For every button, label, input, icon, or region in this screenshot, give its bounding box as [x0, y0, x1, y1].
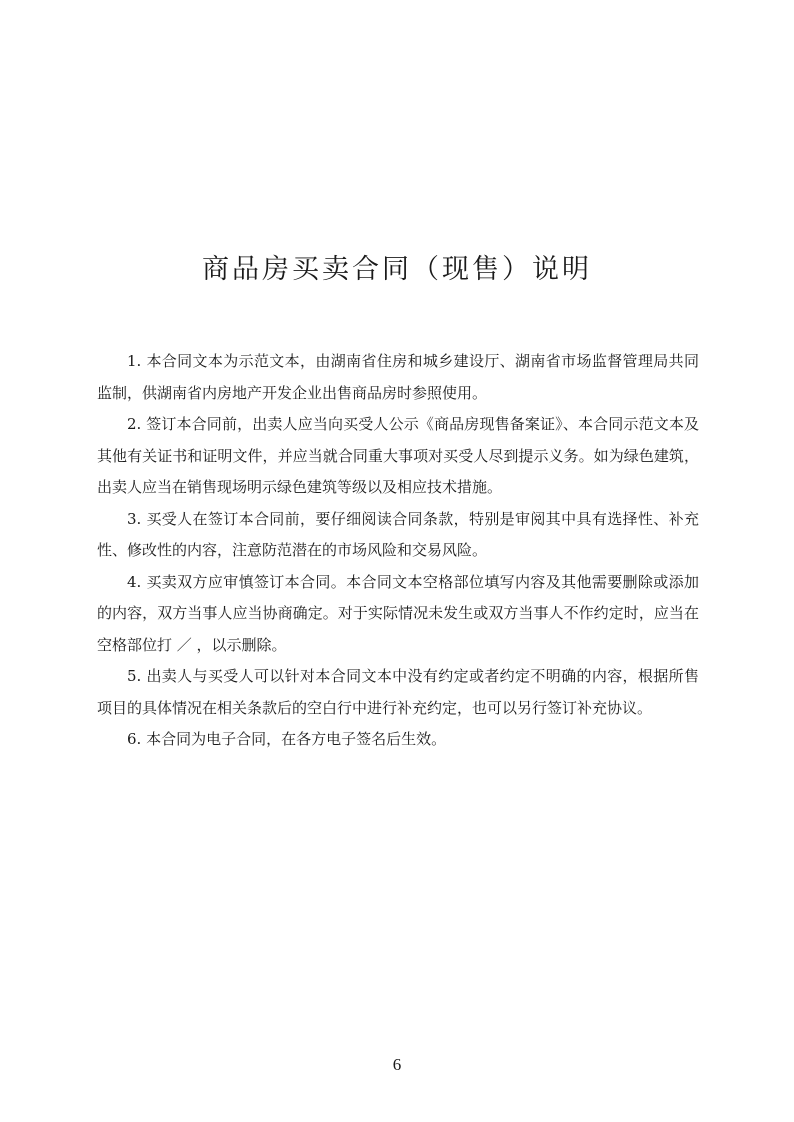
instructions-body	[97, 346, 699, 756]
instruction-paragraph-5: 5. 出卖人与买受人可以针对本合同文本中没有约定或者约定不明确的内容，根据所售项目的具体情况在相关条款后的空白行中进行补充约定，也可以另行签订补充协议。	[97, 667, 699, 717]
instruction-paragraph-6: 6. 本合同为电子合同，在各方电子签名后生效。	[127, 730, 447, 748]
instruction-paragraph-3: 3. 买受人在签订本合同前，要仔细阅读合同条款，特别是审阅其中具有选择性、补充性、修改性的内容，注意防范潜在的市场风险和交易风险。	[97, 509, 699, 559]
instruction-paragraph-4: 4. 买卖双方应审慎签订本合同。本合同文本空格部位填写内容及其他需要删除或添加的内容，双方当事人应当协商确定。对于实际情况未发生或双方当事人不作约定时，应当在空格部位打 ／ ，以示删除。	[97, 572, 699, 654]
instruction-paragraph-1: 1. 本合同文本为示范文本，由湖南省住房和城乡建设厅、湖南省市场监督管理局共同监制，供湖南省内房地产开发企业出售商品房时参照使用。	[97, 352, 699, 402]
page-title: 商品房买卖合同（现售）说明	[202, 254, 592, 285]
instruction-paragraph-2: 2. 签订本合同前，出卖人应当向买受人公示《商品房现售备案证》、本合同示范文本及其他有关证书和证明文件，并应当就合同重大事项对买受人尽到提示义务。如为绿色建筑，出卖人应当在销售现场明示绿色建筑等级以及相应技术措施。	[97, 415, 699, 496]
page-number: 6	[392, 1055, 402, 1074]
